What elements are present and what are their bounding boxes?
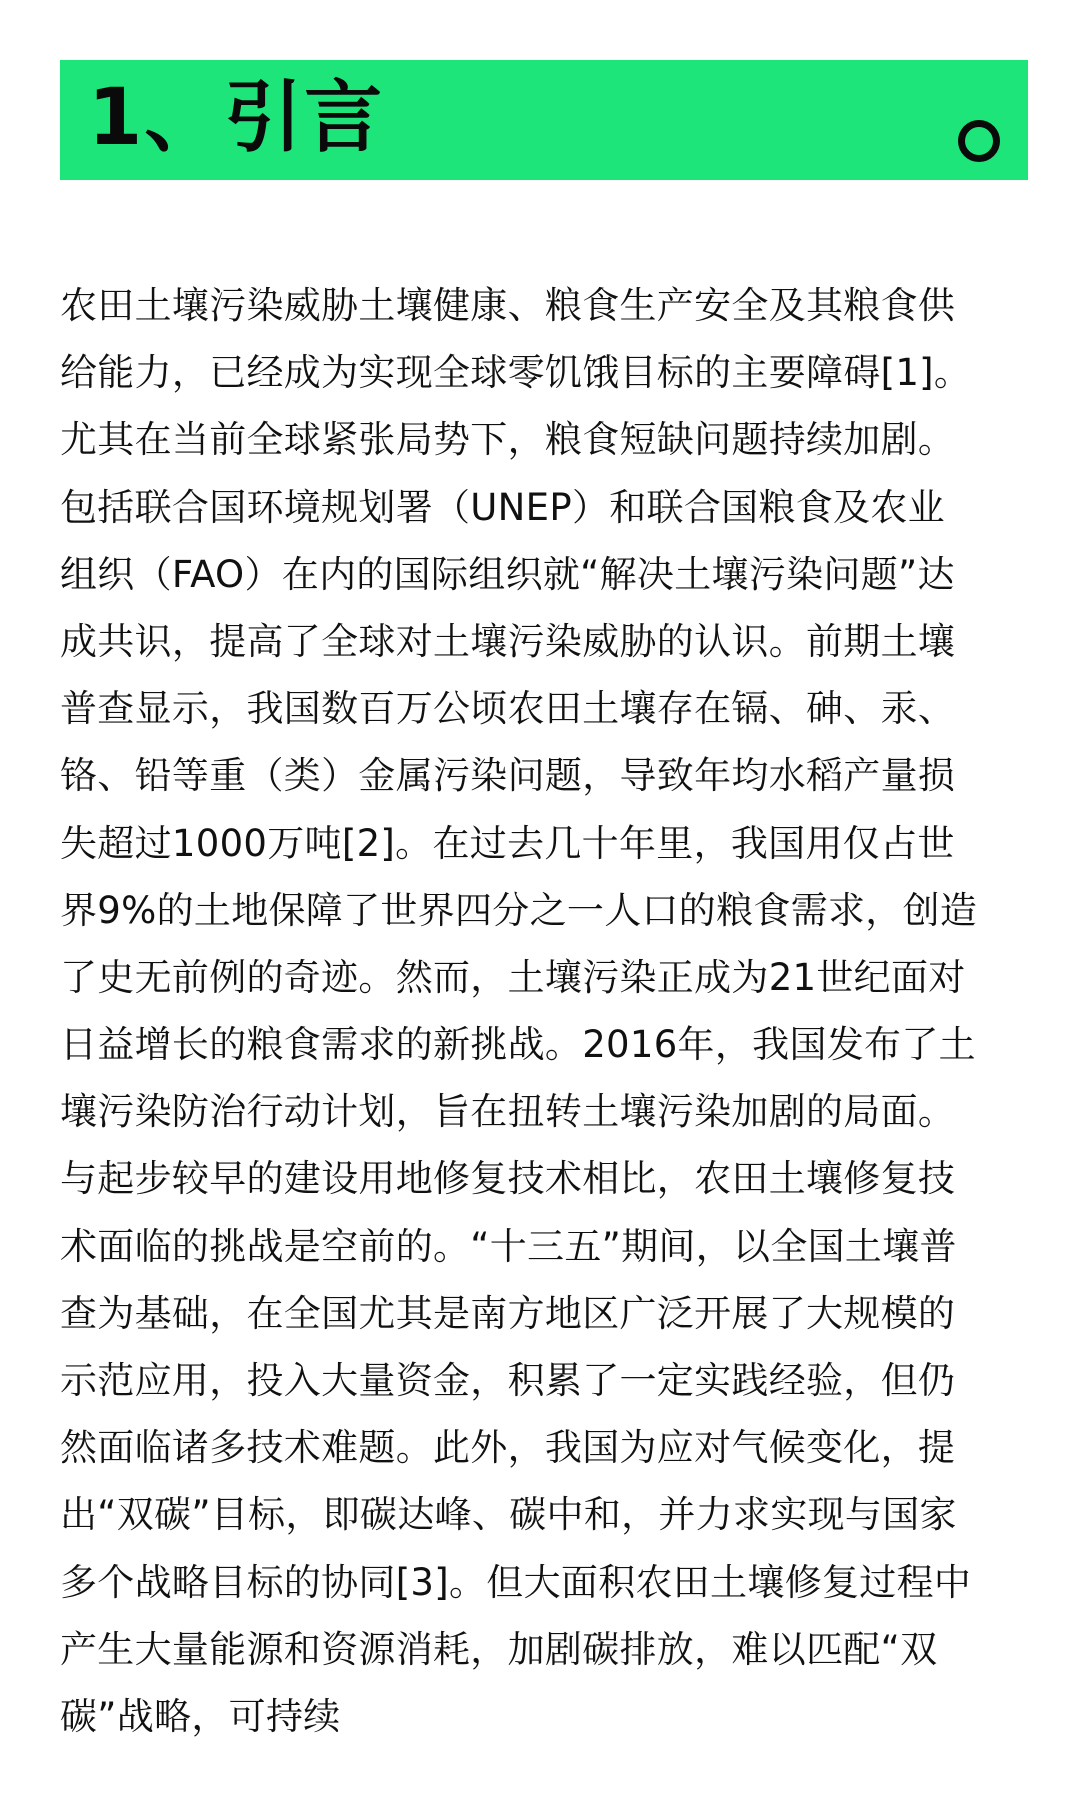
section-title: 1、引言 — [88, 73, 385, 163]
paragraph-line: 壤污染防治行动计划，旨在扭转土壤污染加剧的局面。 — [60, 1090, 956, 1134]
paragraph-line: 成共识，提高了全球对土壤污染威胁的认识。前期土壤 — [60, 619, 956, 663]
paragraph-line: 了史无前例的奇迹。然而，土壤污染正成为21世纪面对 — [60, 955, 966, 999]
paragraph-line: 尤其在当前全球紧张局势下，粮食短缺问题持续加剧。 — [60, 418, 956, 462]
circle-icon — [958, 120, 1000, 162]
paragraph-line: 出“双碳”目标，即碳达峰、碳中和，并力求实现与国家 — [60, 1493, 957, 1537]
paragraph-line: 包括联合国环境规划署（UNEP）和联合国粮食及农业 — [60, 485, 945, 529]
paragraph-line: 与起步较早的建设用地修复技术相比，农田土壤修复技 — [60, 1157, 956, 1201]
paragraph-line: 界9%的土地保障了世界四分之一人口的粮食需求，创造 — [60, 888, 978, 932]
paragraph-line: 查为基础，在全国尤其是南方地区广泛开展了大规模的 — [60, 1291, 956, 1335]
paragraph-line: 多个战略目标的协同[3]。但大面积农田土壤修复过程中 — [60, 1560, 972, 1604]
article-body — [60, 272, 1028, 1750]
paragraph-line: 日益增长的粮食需求的新挑战。2016年，我国发布了土 — [60, 1023, 976, 1067]
paragraph-line: 产生大量能源和资源消耗，加剧碳排放，难以匹配“双 — [60, 1627, 938, 1671]
paragraph-line: 示范应用，投入大量资金，积累了一定实践经验，但仍 — [60, 1359, 956, 1402]
paragraph-line: 普查显示，我国数百万公顷农田土壤存在镉、砷、汞、 — [60, 687, 956, 731]
paragraph-line: 失超过1000万吨[2]。在过去几十年里，我国用仅占世 — [60, 821, 955, 865]
paragraph-line: 给能力，已经成为实现全球零饥饿目标的主要障碍[1]。 — [60, 351, 972, 395]
section-title-banner — [60, 60, 1028, 180]
paragraph-line: 农田土壤污染威胁土壤健康、粮食生产安全及其粮食供 — [60, 284, 956, 327]
paragraph-line: 术面临的挑战是空前的。“十三五”期间，以全国土壤普 — [60, 1224, 957, 1268]
paragraph-line: 铬、铅等重（类）金属污染问题，导致年均水稻产量损 — [60, 754, 956, 798]
paragraph-line: 碳”战略，可持续 — [60, 1694, 341, 1738]
paragraph-line: 组织（FAO）在内的国际组织就“解决土壤污染问题”达 — [60, 552, 955, 596]
paragraph-line: 然面临诸多技术难题。此外，我国为应对气候变化，提 — [60, 1426, 956, 1470]
